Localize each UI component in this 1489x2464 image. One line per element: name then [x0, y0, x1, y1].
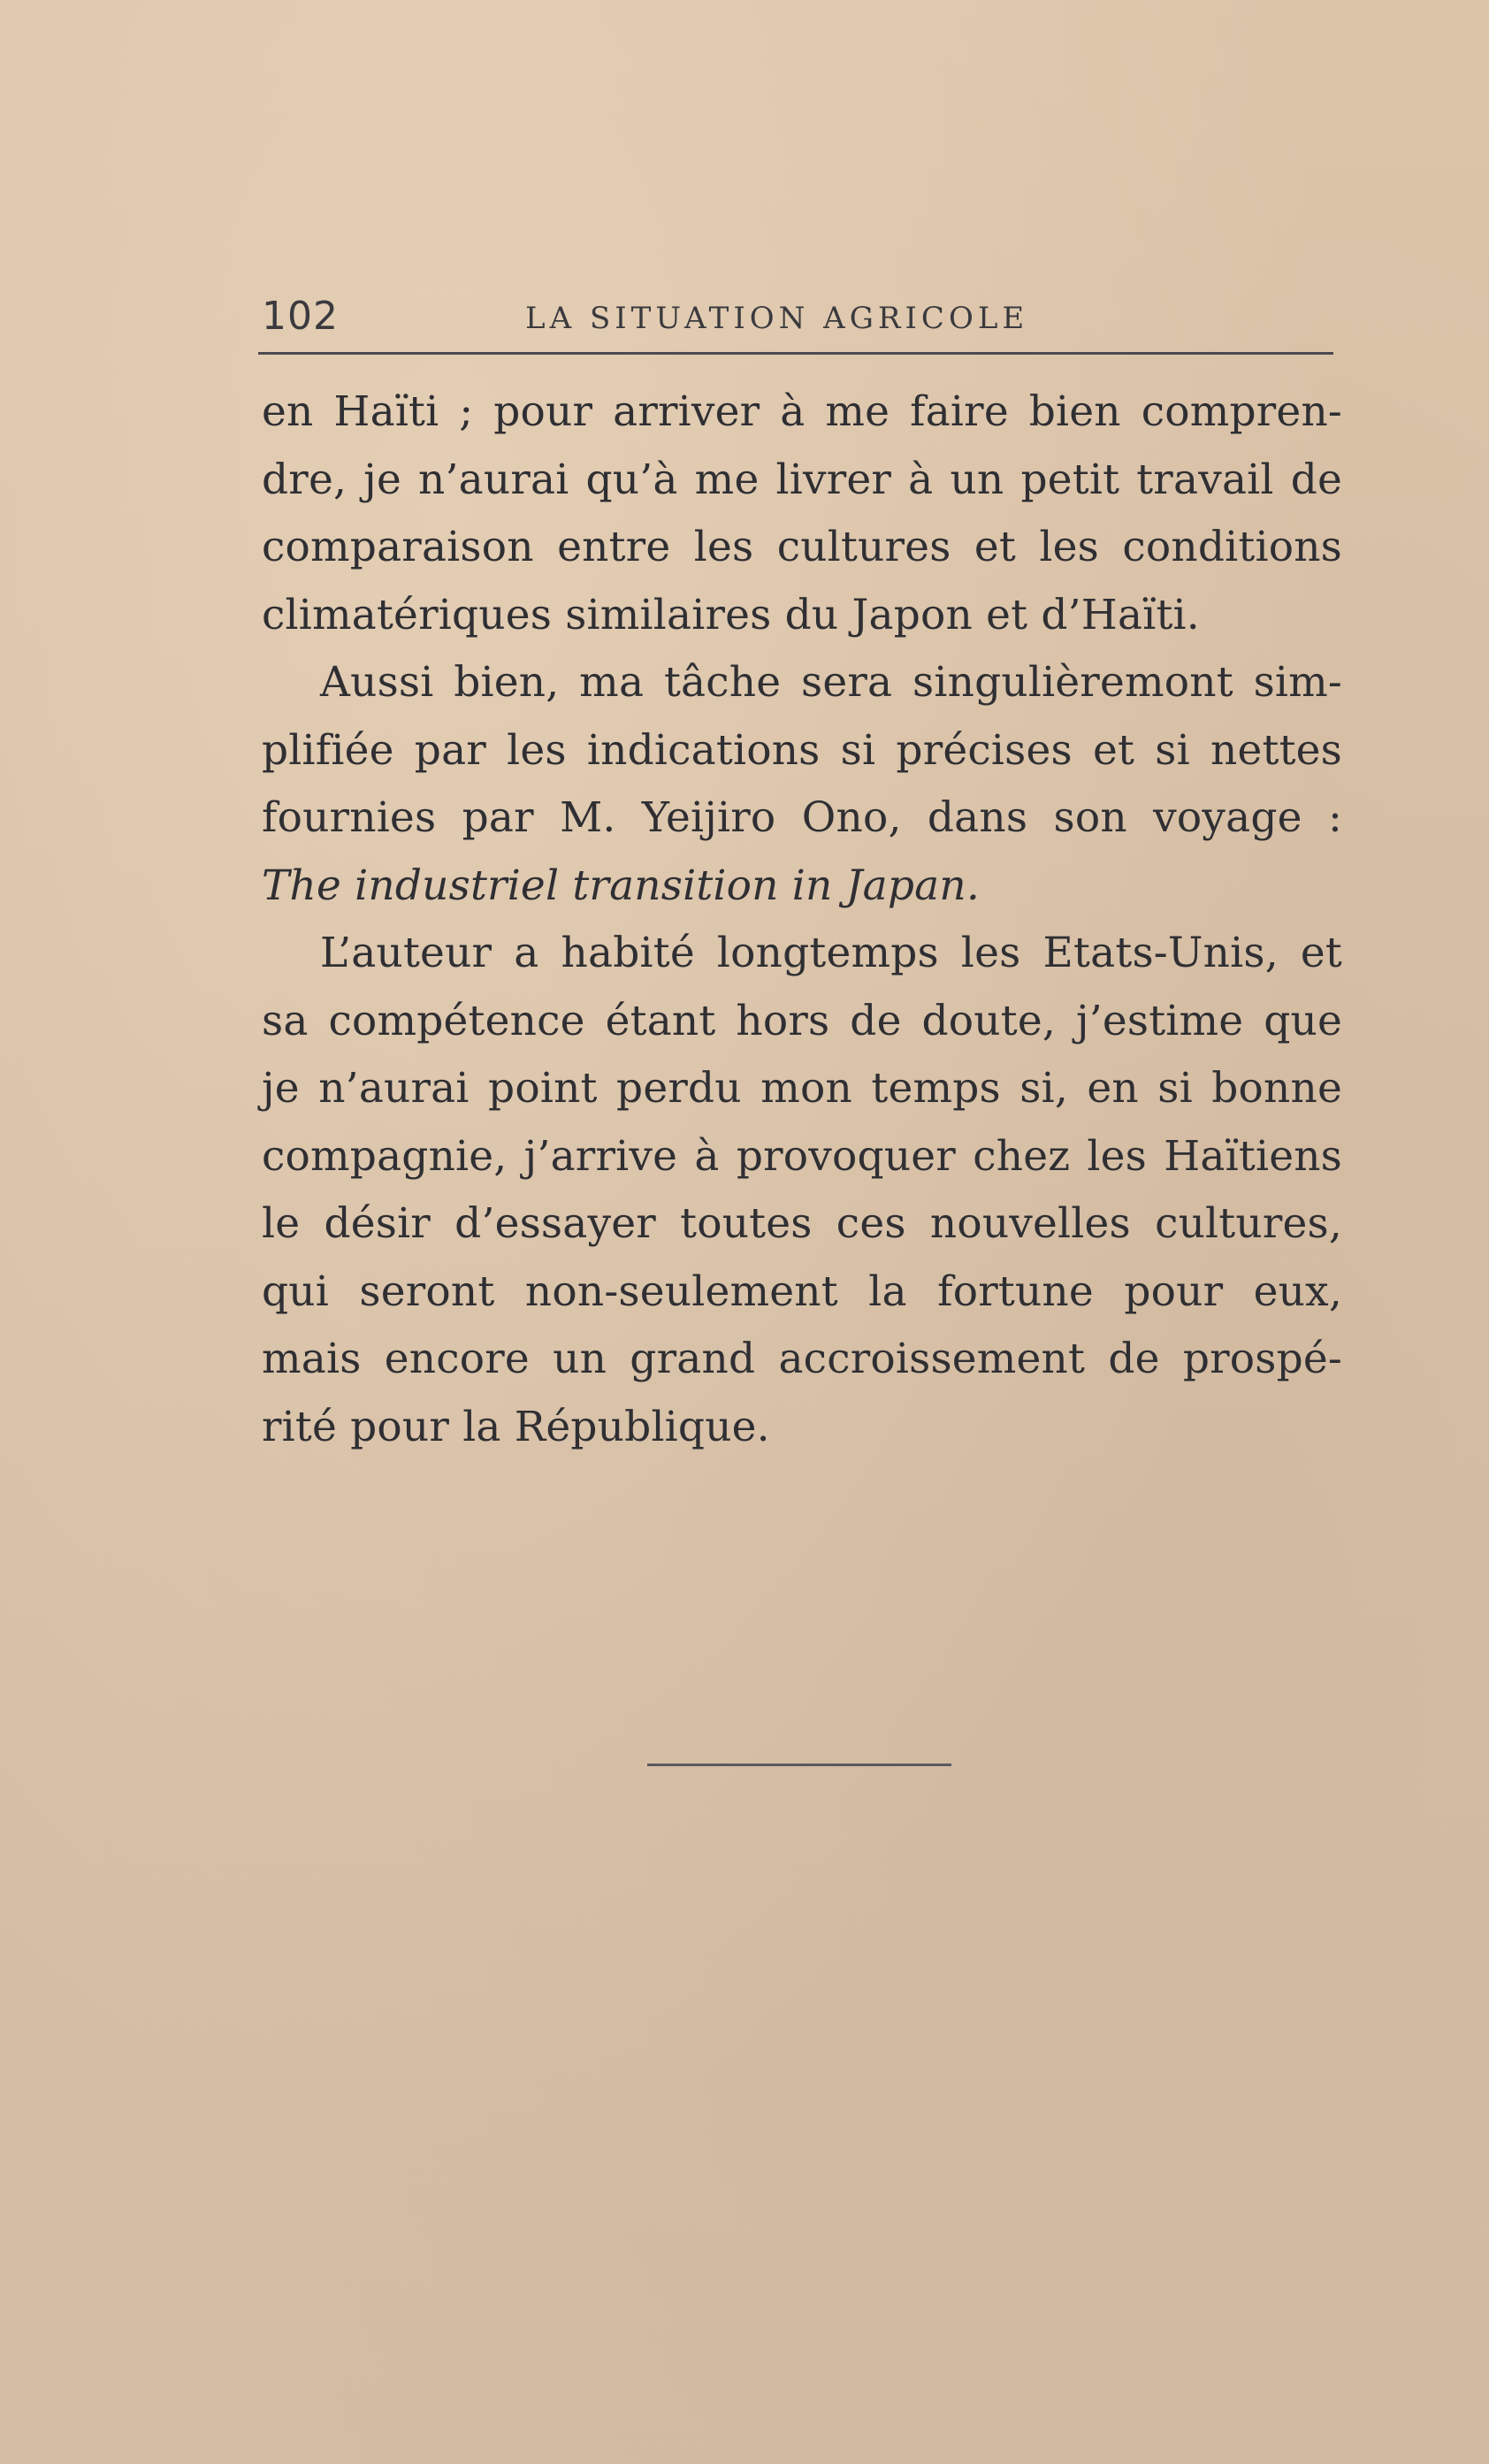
- text-line: rité pour la République.: [262, 1402, 770, 1451]
- text-line: mais encore un grand accroissement de prospé-: [262, 1335, 1342, 1383]
- text-line: je n’aurai point perdu mon temps si, en si bonne: [262, 1064, 1342, 1113]
- text-line-italic-title: The industriel transition in Japan.: [262, 861, 980, 910]
- text-line: compagnie, j’arrive à provoquer chez les Haïtiens: [262, 1131, 1342, 1181]
- text-line: climatériques similaires du Japon et d’Haïti.: [262, 590, 1200, 639]
- text-line: fournies par M. Yeijiro Ono, dans son voyage :: [262, 793, 1342, 842]
- text-line: dre, je n’aurai qu’à me livrer à un petit travail de: [262, 455, 1342, 504]
- text-line: L’auteur a habité longtemps les Etats-Unis, et: [320, 929, 1342, 977]
- text-line: sa compétence étant hors de doute, j’estime que: [262, 996, 1342, 1045]
- header-rule: [258, 352, 1333, 355]
- text-line: Aussi bien, ma tâche sera singulièremont sim-: [320, 658, 1342, 707]
- text-line: en Haïti ; pour arriver à me faire bien compren-: [262, 387, 1342, 436]
- text-line: qui seront non-seulement la fortune pour eux,: [262, 1266, 1342, 1316]
- text-line: le désir d’essayer toutes ces nouvelles cultures,: [262, 1199, 1342, 1248]
- end-rule: [647, 1764, 951, 1766]
- text-line: plifiée par les indications si précises et si nettes: [262, 725, 1342, 775]
- running-head: [262, 294, 1333, 343]
- body-text: [262, 379, 1342, 1461]
- page-number: 102: [262, 294, 339, 339]
- text-line: comparaison entre les cultures et les conditions: [262, 523, 1342, 571]
- running-title: LA SITUATION AGRICOLE: [525, 301, 1029, 336]
